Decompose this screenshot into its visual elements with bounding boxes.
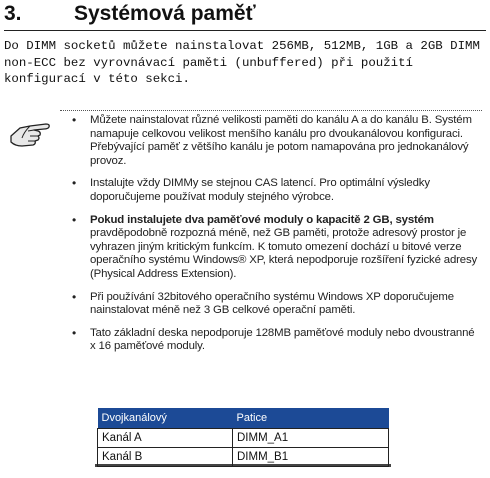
table-header-cell: Dvojkanálový [98, 408, 233, 429]
table-cell: DIMM_B1 [233, 448, 389, 467]
table-row [98, 429, 389, 448]
table-cell: DIMM_A1 [233, 429, 389, 448]
table-header-cell: Patice [233, 408, 389, 429]
table-row [98, 448, 389, 467]
list-item: • Můžete nainstalovat různé velikosti paměti do kanálu A a do kanálu B. Systém namapuje celkovou velikost menšího kanálu pro dvoukanálovou konfiguraci. Přebývající paměť z většího kanálu je potom namapována pro jednokanálový provoz. [72, 113, 472, 167]
list-item: • Instalujte vždy DIMMy se stejnou CAS latencí. Pro optimální výsledky doporučujeme používat moduly stejného výrobce. [72, 176, 430, 203]
list-item: • Tato základní deska nepodporuje 128MB paměťové moduly nebo dvoustranné x 16 paměťové moduly. [72, 325, 475, 353]
pointing-hand-icon [8, 118, 52, 148]
section-number: 3. [4, 2, 22, 25]
table-cell: Kanál B [98, 448, 233, 467]
heading-rule [4, 30, 486, 31]
section-heading [4, 2, 486, 32]
list-item: • Pokud instalujete dva paměťové moduly o kapacitě 2 GB, systém pravděpodobně rozpozná méně, než GB paměti, protože adresový prostor je vyhrazen jiným kritickým funkcím. K tomuto omezení dochází u bitové verze operačního systému Windows® XP, která nepodporuje rozšíření fyzické adresy (Physical Address Extension). [72, 212, 478, 280]
note-top-divider [60, 110, 482, 111]
section-title: Systémová paměť [74, 2, 256, 25]
table-cell: Kanál A [98, 429, 233, 448]
list-item: • Při používání 32bitového operačního systému Windows XP doporučujeme nainstalovat méně než 3 GB celkové operační paměti. [72, 289, 454, 317]
dimm-channel-table [97, 408, 389, 467]
note-bullet-list [70, 114, 482, 363]
table-header-row [98, 408, 389, 429]
intro-paragraph: Do DIMM socketů můžete nainstalovat 256MB, 512MB, 1GB a 2GB DIMM non-ECC bez vyrovnávací paměti (unbuffered) při použití konfigurací v této sekci. [4, 39, 480, 86]
